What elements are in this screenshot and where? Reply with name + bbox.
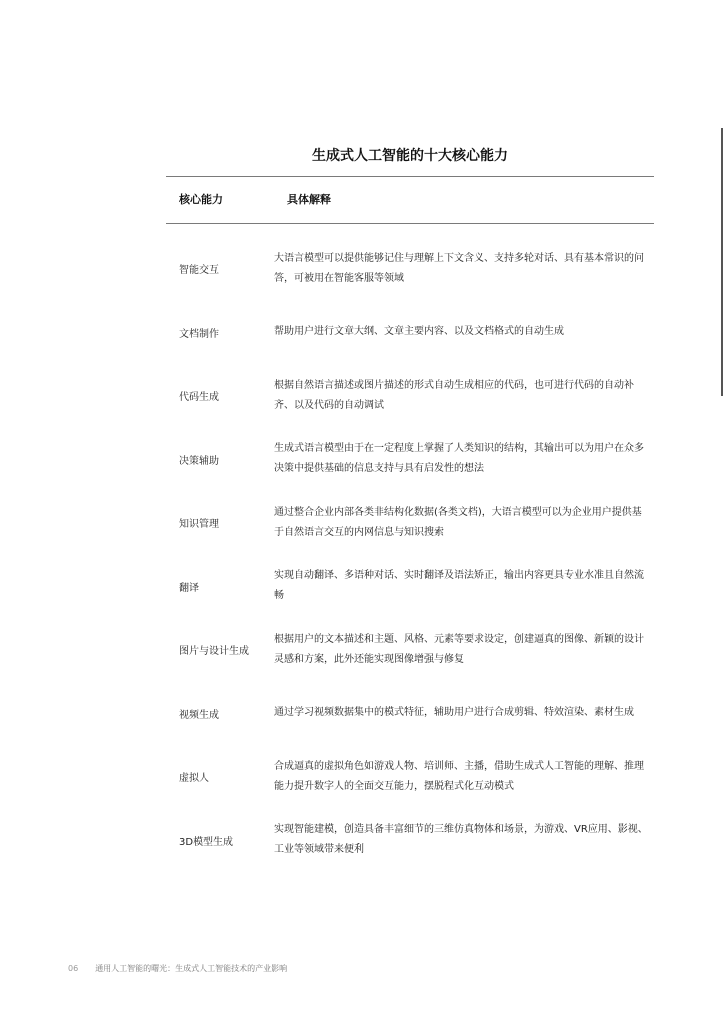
capability-name: 文档制作 <box>179 328 219 340</box>
capability-description: 通过整合企业内部各类非结构化数据(各类文档)，大语言模型可以为企业用户提供基于自然语言交互的内网信息与知识搜索 <box>274 506 642 538</box>
capability-name: 3D模型生成 <box>179 836 234 848</box>
table-row <box>166 618 654 682</box>
table-row <box>166 745 654 809</box>
table-row <box>166 301 654 365</box>
capability-description: 帮助用户进行文章大纲、文章主要内容、以及文档格式的自动生成 <box>274 326 564 338</box>
header-capability: 核心能力 <box>179 193 223 206</box>
table-row <box>166 555 654 619</box>
table-row <box>166 237 654 301</box>
capability-name: 翻译 <box>179 582 199 594</box>
table-header <box>166 176 654 224</box>
header-explanation: 具体解释 <box>287 193 331 206</box>
page-number: 06 <box>68 964 79 973</box>
capability-description: 通过学习视频数据集中的模式特征，辅助用户进行合成剪辑、特效渲染、素材生成 <box>274 707 634 719</box>
right-edge-rule <box>721 128 723 396</box>
capability-description: 合成逼真的虚拟角色如游戏人物、培训师、主播，借助生成式人工智能的理解、推理能力提升数字人的全面交互能力，摆脱程式化互动模式 <box>274 760 644 792</box>
capability-name: 代码生成 <box>179 392 219 404</box>
table-row <box>166 364 654 428</box>
capability-name: 图片与设计生成 <box>179 646 249 658</box>
capability-description: 实现智能建模，创造具备丰富细节的三维仿真物体和场景，为游戏、VR应用、影视、工业等领域带来便利 <box>274 824 648 856</box>
page-footer <box>68 963 287 974</box>
capability-description: 根据用户的文本描述和主题、风格、元素等要求设定，创建逼真的图像、新颖的设计灵感和方案，此外还能实现图像增强与修复 <box>274 633 644 665</box>
table-title: 生成式人工智能的十大核心能力 <box>312 148 508 164</box>
table-row <box>166 809 654 873</box>
table-row <box>166 428 654 492</box>
capability-name: 决策辅助 <box>179 455 219 467</box>
capability-description: 大语言模型可以提供能够记住与理解上下文含义、支持多轮对话、具有基本常识的问答，可被用在智能客服等领域 <box>274 252 644 284</box>
table-row <box>166 682 654 746</box>
table-body <box>166 237 654 872</box>
capability-name: 智能交互 <box>179 265 219 277</box>
capability-name: 知识管理 <box>179 519 219 531</box>
capability-name: 虚拟人 <box>179 773 209 785</box>
table-row <box>166 491 654 555</box>
capabilities-table <box>166 176 654 872</box>
publication-title: 通用人工智能的曙光：生成式人工智能技术的产业影响 <box>95 964 288 973</box>
capability-description: 根据自然语言描述或图片描述的形式自动生成相应的代码，也可进行代码的自动补齐、以及代码的自动调试 <box>274 379 634 411</box>
capability-description: 生成式语言模型由于在一定程度上掌握了人类知识的结构，其输出可以为用户在众多决策中提供基础的信息支持与具有启发性的想法 <box>274 443 644 475</box>
capability-name: 视频生成 <box>179 709 219 721</box>
capability-description: 实现自动翻译、多语种对话、实时翻译及语法矫正，输出内容更具专业水准且自然流畅 <box>274 570 644 602</box>
